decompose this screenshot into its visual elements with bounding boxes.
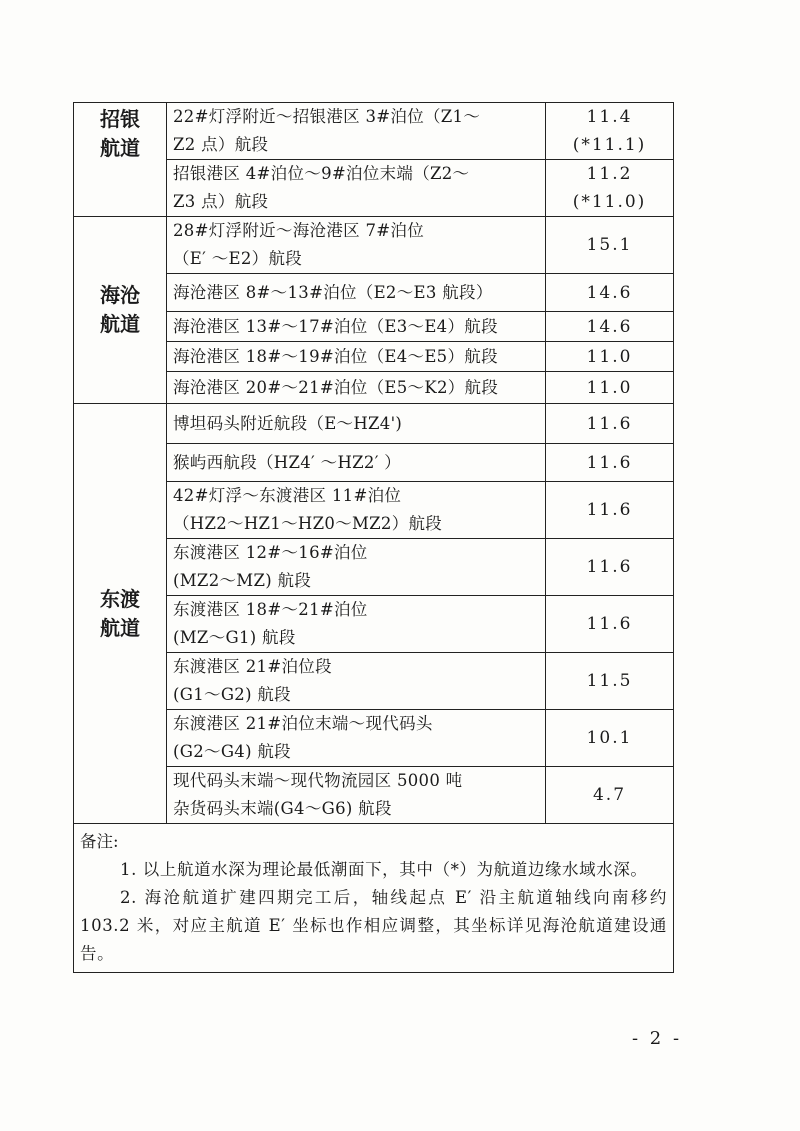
channel-name-cell xyxy=(74,103,167,217)
channel-name: 航道 xyxy=(100,615,140,640)
depth-cell xyxy=(546,103,674,160)
depth-value: 11.4 xyxy=(586,107,633,127)
depth-cell xyxy=(546,274,674,312)
depth-cell xyxy=(546,596,674,653)
channel-name-cell xyxy=(74,217,167,404)
channel-name: 航道 xyxy=(100,312,140,336)
segment-text: （HZ2～HZ1～HZ0～MZ2）航段 xyxy=(173,514,443,533)
depth-cell xyxy=(546,444,674,482)
segment-cell xyxy=(167,653,546,710)
depth-cell xyxy=(546,482,674,539)
segment-cell xyxy=(167,767,546,824)
segment-cell xyxy=(167,160,546,217)
channel-name: 招银 xyxy=(100,107,140,131)
depth-value: 14.6 xyxy=(586,282,633,303)
notes-cell xyxy=(74,824,674,973)
segment-text: 海沧港区 8#～13#泊位（E2～E3 航段） xyxy=(173,282,493,302)
segment-text: Z3 点）航段 xyxy=(173,192,269,211)
segment-text: 杂货码头末端(G4～G6) 航段 xyxy=(173,799,392,818)
depth-cell xyxy=(546,710,674,767)
depth-cell xyxy=(546,404,674,444)
depth-value: 14.6 xyxy=(586,316,633,337)
segment-cell xyxy=(167,596,546,653)
depth-cell xyxy=(546,372,674,404)
segment-cell xyxy=(167,312,546,342)
depth-cell xyxy=(546,653,674,710)
depth-cell xyxy=(546,767,674,824)
notes-heading: 备注: xyxy=(80,832,119,851)
segment-text: (G1～G2) 航段 xyxy=(173,685,291,704)
notes-row xyxy=(74,824,674,973)
segment-cell xyxy=(167,217,546,274)
segment-text: (MZ2～MZ) 航段 xyxy=(173,571,312,590)
depth-value: 11.6 xyxy=(586,614,633,634)
segment-text: 猴屿西航段（HZ4′ ～HZ2′ ） xyxy=(173,452,402,472)
depth-value: 11.5 xyxy=(586,671,633,691)
depth-value: 4.7 xyxy=(592,785,627,805)
table-row xyxy=(74,404,674,444)
segment-cell xyxy=(167,444,546,482)
segment-text: Z2 点）航段 xyxy=(173,135,269,154)
segment-text: 42#灯浮～东渡港区 11#泊位 xyxy=(173,486,402,505)
note-item-1: 1. 以上航道水深为理论最低潮面下，其中（*）为航道边缘水域水深。 xyxy=(120,860,648,879)
segment-text: 28#灯浮附近～海沧港区 7#泊位 xyxy=(173,221,424,240)
note-item-2: 2. 海沧航道扩建四期完工后，轴线起点 E′ 沿主航道轴线向南移约 103.2 米，对应主航道 E′ 坐标也作相应调整，其坐标详见海沧航道建设通告。 xyxy=(80,888,667,963)
segment-text: 海沧港区 18#～19#泊位（E4～E5）航段 xyxy=(173,346,498,366)
segment-cell xyxy=(167,342,546,372)
depth-value: 10.1 xyxy=(586,728,633,748)
segment-cell xyxy=(167,274,546,312)
depth-value: 15.1 xyxy=(586,235,633,255)
channel-name: 航道 xyxy=(100,136,140,160)
channel-name: 海沧 xyxy=(100,283,140,307)
depth-value: 11.0 xyxy=(586,346,633,367)
depth-value: 11.6 xyxy=(586,452,633,473)
segment-text: (MZ～G1) 航段 xyxy=(173,628,296,647)
depth-value: 11.2 xyxy=(586,164,633,184)
channel-depth-table xyxy=(73,102,674,973)
segment-cell xyxy=(167,103,546,160)
segment-text: 海沧港区 13#～17#泊位（E3～E4）航段 xyxy=(173,316,498,336)
depth-value: (*11.1) xyxy=(572,135,647,155)
segment-cell xyxy=(167,404,546,444)
segment-cell xyxy=(167,372,546,404)
segment-text: 海沧港区 20#～21#泊位（E5～K2）航段 xyxy=(173,377,499,397)
segment-text: （E′ ～E2）航段 xyxy=(173,249,303,268)
depth-cell xyxy=(546,217,674,274)
segment-text: (G2～G4) 航段 xyxy=(173,742,291,761)
table-row xyxy=(74,103,674,160)
segment-text: 博坦码头附近航段（E～HZ4') xyxy=(173,413,403,433)
segment-cell xyxy=(167,482,546,539)
segment-text: 东渡港区 18#～21#泊位 xyxy=(173,600,368,619)
depth-value: (*11.0) xyxy=(572,192,647,212)
page-number: - 2 - xyxy=(632,1028,683,1049)
depth-value: 11.0 xyxy=(586,377,633,398)
segment-text: 22#灯浮附近～招银港区 3#泊位（Z1～ xyxy=(173,107,481,126)
segment-text: 东渡港区 21#泊位末端～现代码头 xyxy=(173,714,433,733)
segment-text: 东渡港区 21#泊位段 xyxy=(173,657,332,676)
channel-name-cell xyxy=(74,404,167,824)
depth-value: 11.6 xyxy=(586,413,633,434)
depth-cell xyxy=(546,160,674,217)
channel-name: 东渡 xyxy=(100,586,140,611)
segment-cell xyxy=(167,539,546,596)
segment-text: 现代码头末端～现代物流园区 5000 吨 xyxy=(173,771,463,790)
depth-cell xyxy=(546,539,674,596)
segment-text: 东渡港区 12#～16#泊位 xyxy=(173,543,368,562)
depth-cell xyxy=(546,312,674,342)
table-row xyxy=(74,217,674,274)
depth-value: 11.6 xyxy=(586,557,633,577)
depth-value: 11.6 xyxy=(586,500,633,520)
segment-text: 招银港区 4#泊位～9#泊位末端（Z2～ xyxy=(173,164,470,183)
depth-cell xyxy=(546,342,674,372)
segment-cell xyxy=(167,710,546,767)
